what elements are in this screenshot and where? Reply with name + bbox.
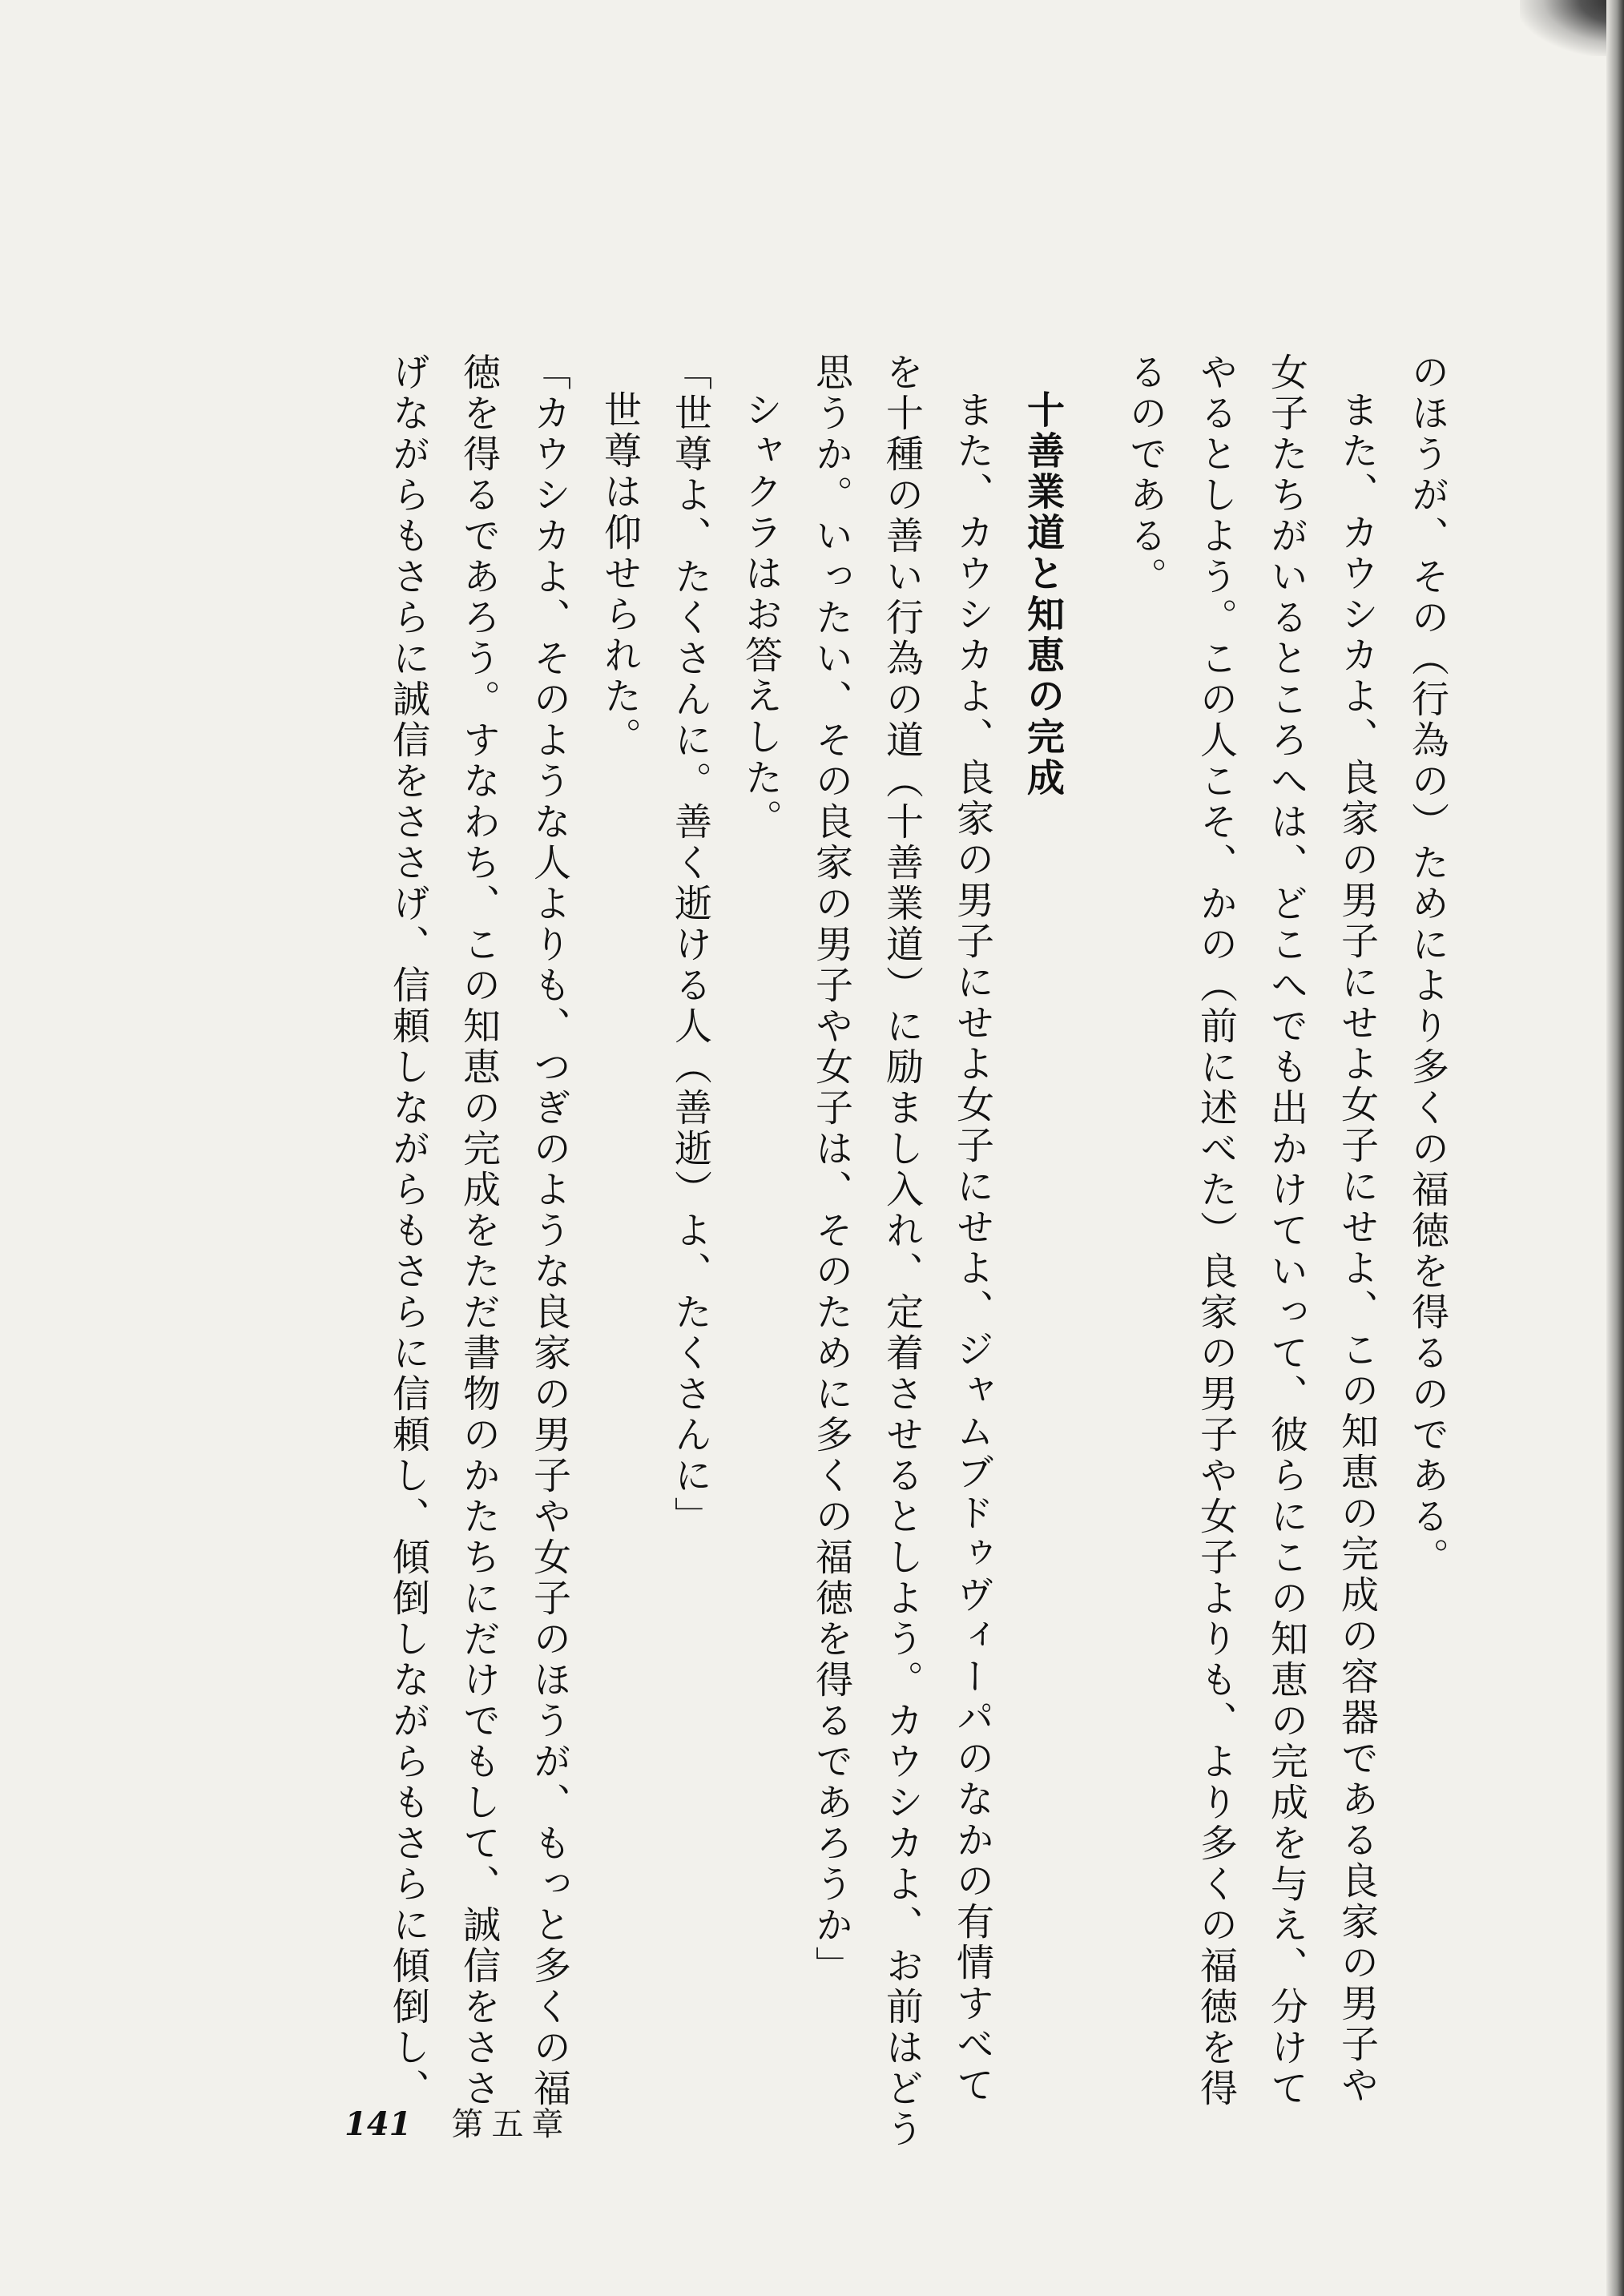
section-gap <box>1078 352 1110 2115</box>
text-column: 世尊は仰せられた。 <box>598 390 642 758</box>
text-column: やるとしよう。この人こそ、かの（前に述べた）良家の男子や女子よりも、より多くの福徳を得 <box>1194 352 1238 2109</box>
text-column: を十種の善い行為の道（十善業道）に励まし入れ、定着させるとしよう。カウシカよ、お前はどう <box>880 352 924 2150</box>
text-column: のほうが、その（行為の）ためにより多くの福徳を得るのである。 <box>1405 352 1449 1578</box>
text-column: また、カウシカよ、良家の男子にせよ女子にせよ、ジャムブドゥヴィーパのなかの有情すべて <box>950 390 994 2106</box>
page-footer <box>345 2099 572 2145</box>
text-column: るのである。 <box>1123 352 1167 598</box>
text-column: げながらもさらに誠信をささげ、信頼しながらもさらに信頼し、傾倒しながらもさらに傾倒し、 <box>386 352 430 2109</box>
text-column: 「世尊よ、たくさんに。善く逝ける人（善逝）よ、たくさんに」 <box>668 352 712 1537</box>
text-column: 思うか。いったい、その良家の男子や女子は、そのために多くの福徳を得るであろうか」 <box>809 352 853 1987</box>
text-column: 女子たちがいるところへは、どこへでも出かけていって、彼らにこの知恵の完成を与え、分けて <box>1264 352 1308 2109</box>
text-column: また、カウシカよ、良家の男子にせよ女子にせよ、この知恵の完成の容器である良家の男子や <box>1335 390 1379 2106</box>
text-column: シャクラはお答えした。 <box>739 390 783 840</box>
chapter-label: 第五章 <box>451 2106 572 2143</box>
page-edge-shadow <box>1606 0 1624 2296</box>
text-column: 「カウシカよ、そのような人よりも、つぎのような良家の男子や女子のほうが、もっと多くの福 <box>527 352 571 2109</box>
section-heading: 十善業道と知恵の完成 <box>1021 390 1065 799</box>
text-column: 徳を得るであろう。すなわち、この知恵の完成をただ書物のかたちにだけでもして、誠信をささ <box>457 352 501 2109</box>
page-number: 141 <box>345 2105 412 2143</box>
